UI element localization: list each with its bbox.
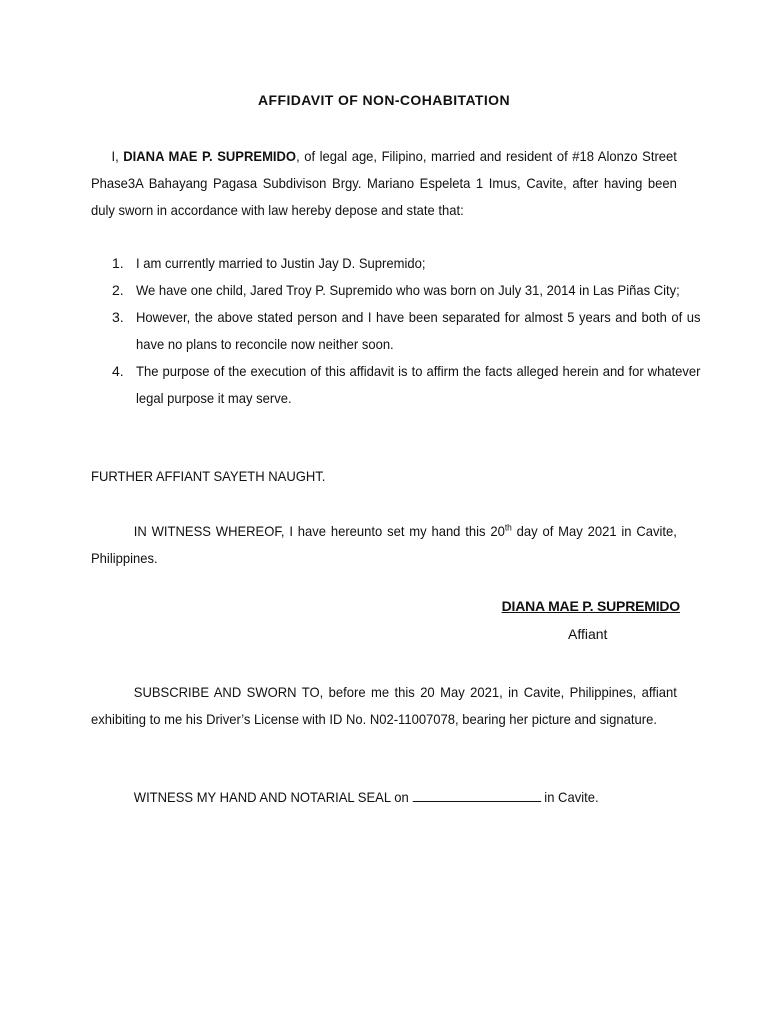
list-item-text: The purpose of the execution of this affidavit is to affirm the facts alleged herein and for whatever legal purpose it may serve.: [136, 363, 701, 406]
signature-role: Affiant: [568, 626, 608, 642]
statement-list: [112, 250, 701, 412]
notary-before: WITNESS MY HAND AND NOTARIAL SEAL on: [133, 789, 413, 805]
list-item: [112, 250, 701, 277]
list-item-text: I am currently married to Justin Jay D. Supremido;: [136, 255, 426, 271]
subscribe-paragraph: SUBSCRIBE AND SWORN TO, before me this 20 May 2021, in Cavite, Philippines, affiant exhibiting to me his Driver’s License with ID No. N02-11007078, bearing her picture and signature.: [91, 684, 677, 727]
list-item: [112, 358, 701, 412]
intro-prefix: I,: [111, 148, 124, 164]
affiant-name: DIANA MAE P. SUPREMIDO: [123, 148, 297, 164]
list-item-number: 2.: [112, 282, 124, 298]
list-item: [112, 304, 701, 358]
list-item-text: We have one child, Jared Troy P. Supremido who was born on July 31, 2014 in Las Piñas City;: [136, 282, 680, 298]
witness-paragraph: [91, 518, 677, 572]
intro-paragraph: [91, 143, 677, 224]
document-title: AFFIDAVIT OF NON-COHABITATION: [258, 92, 510, 108]
further-affiant-line: FURTHER AFFIANT SAYETH NAUGHT.: [91, 468, 326, 484]
intro-text: , of legal age, Filipino, married and resident of #18 Alonzo Street Phase3A Bahayang Pagasa Subdivison Brgy. Mariano Espeleta 1 Imus, Cavite, after having been duly sworn in accordance with law hereby depose and state that:: [91, 148, 677, 218]
witness-superscript: th: [504, 522, 512, 533]
witness-before: IN WITNESS WHEREOF, I have hereunto set my hand this 20: [133, 523, 505, 539]
notary-paragraph: [91, 784, 677, 811]
list-item-text: However, the above stated person and I have been separated for almost 5 years and both of us have no plans to reconcile now neither soon.: [136, 309, 701, 352]
list-item-number: 3.: [112, 309, 124, 325]
list-item: [112, 277, 701, 304]
witness-after: day of May 2021 in Cavite, Philippines.: [91, 523, 677, 566]
signature-name: DIANA MAE P. SUPREMIDO: [501, 598, 680, 614]
notary-after: in Cavite.: [540, 789, 599, 805]
list-item-number: 4.: [112, 363, 124, 379]
list-item-number: 1.: [112, 255, 124, 271]
date-blank-line: [412, 788, 540, 802]
